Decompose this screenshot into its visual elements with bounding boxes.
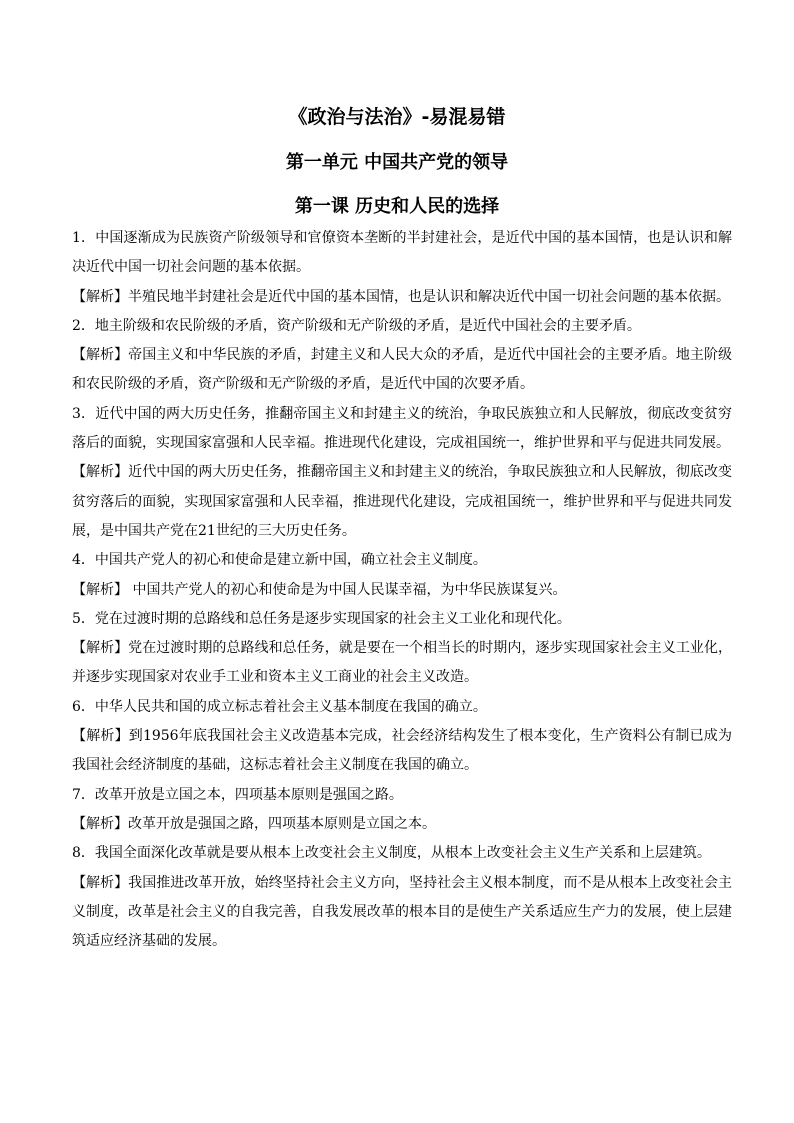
analysis-1: 【解析】半殖民地半封建社会是近代中国的基本国情，也是认识和解决近代中国一切社会问题的基本依据。	[72, 288, 730, 305]
question-2: 2．地主阶级和农民阶级的矛盾，资产阶级和无产阶级的矛盾，是近代中国社会的主要矛盾。	[72, 317, 641, 334]
analysis-2: 【解析】帝国主义和中华民族的矛盾，封建主义和人民大众的矛盾，是近代中国社会的主要矛盾。地主阶级和农民阶级的矛盾，资产阶级和无产阶级的矛盾，是近代中国的次要矛盾。	[72, 347, 732, 393]
analysis-6: 【解析】到1956年底我国社会主义改造基本完成，社会经济结构发生了根本变化，生产资料公有制已成为我国社会经济制度的基础，这标志着社会主义制度在我国的确立。	[72, 728, 732, 774]
analysis-4: 【解析】 中国共产党人的初心和使命是为中国人民谋幸福，为中华民族谋复兴。	[72, 581, 567, 598]
question-7: 7．改革开放是立国之本，四项基本原则是强国之路。	[72, 786, 403, 803]
question-5: 5．党在过渡时期的总路线和总任务是逐步实现国家的社会主义工业化和现代化。	[72, 610, 571, 627]
question-3: 3．近代中国的两大历史任务，推翻帝国主义和封建主义的统治，争取民族独立和人民解放，彻底改变贫穷落后的面貌，实现国家富强和人民幸福。推进现代化建设，完成祖国统一，维护世界和平与促进共同发展。	[72, 405, 732, 452]
question-8: 8．我国全面深化改革就是要从根本上改变社会主义制度，从根本上改变社会主义生产关系和上层建筑。	[72, 845, 711, 862]
analysis-3: 【解析】近代中国的两大历史任务，推翻帝国主义和封建主义的统治，争取民族独立和人民解放，彻底改变贫穷落后的面貌，实现国家富强和人民幸福，推进现代化建设，完成祖国统一，维护世界和平与促进共同发展，是中国共产党在21世纪的三大历史任务。	[72, 464, 732, 539]
lesson-heading: 第一课 历史和人民的选择	[294, 196, 500, 217]
question-1: 1．中国逐渐成为民族资产阶级领导和官僚资本垄断的半封建社会，是近代中国的基本国情，也是认识和解决近代中国一切社会问题的基本依据。	[72, 230, 732, 276]
analysis-8: 【解析】我国推进改革开放，始终坚持社会主义方向，坚持社会主义根本制度，而不是从根本上改变社会主义制度，改革是社会主义的自我完善，自我发展改革的根本目的是使生产关系适应生产力的发展，使上层建筑适应经济基础的发展。	[72, 874, 732, 950]
document-title: 《政治与法治》-易混易错	[288, 106, 506, 128]
unit-heading: 第一单元 中国共产党的领导	[285, 152, 509, 173]
analysis-7: 【解析】改革开放是强国之路，四项基本原则是立国之本。	[72, 815, 436, 832]
document-body	[72, 224, 732, 956]
analysis-5: 【解析】党在过渡时期的总路线和总任务，就是要在一个相当长的时期内，逐步实现国家社会主义工业化，并逐步实现国家对农业手工业和资本主义工商业的社会主义改造。	[72, 640, 732, 686]
question-4: 4．中国共产党人的初心和使命是建立新中国，确立社会主义制度。	[72, 552, 487, 569]
question-6: 6．中华人民共和国的成立标志着社会主义基本制度在我国的确立。	[72, 698, 487, 715]
